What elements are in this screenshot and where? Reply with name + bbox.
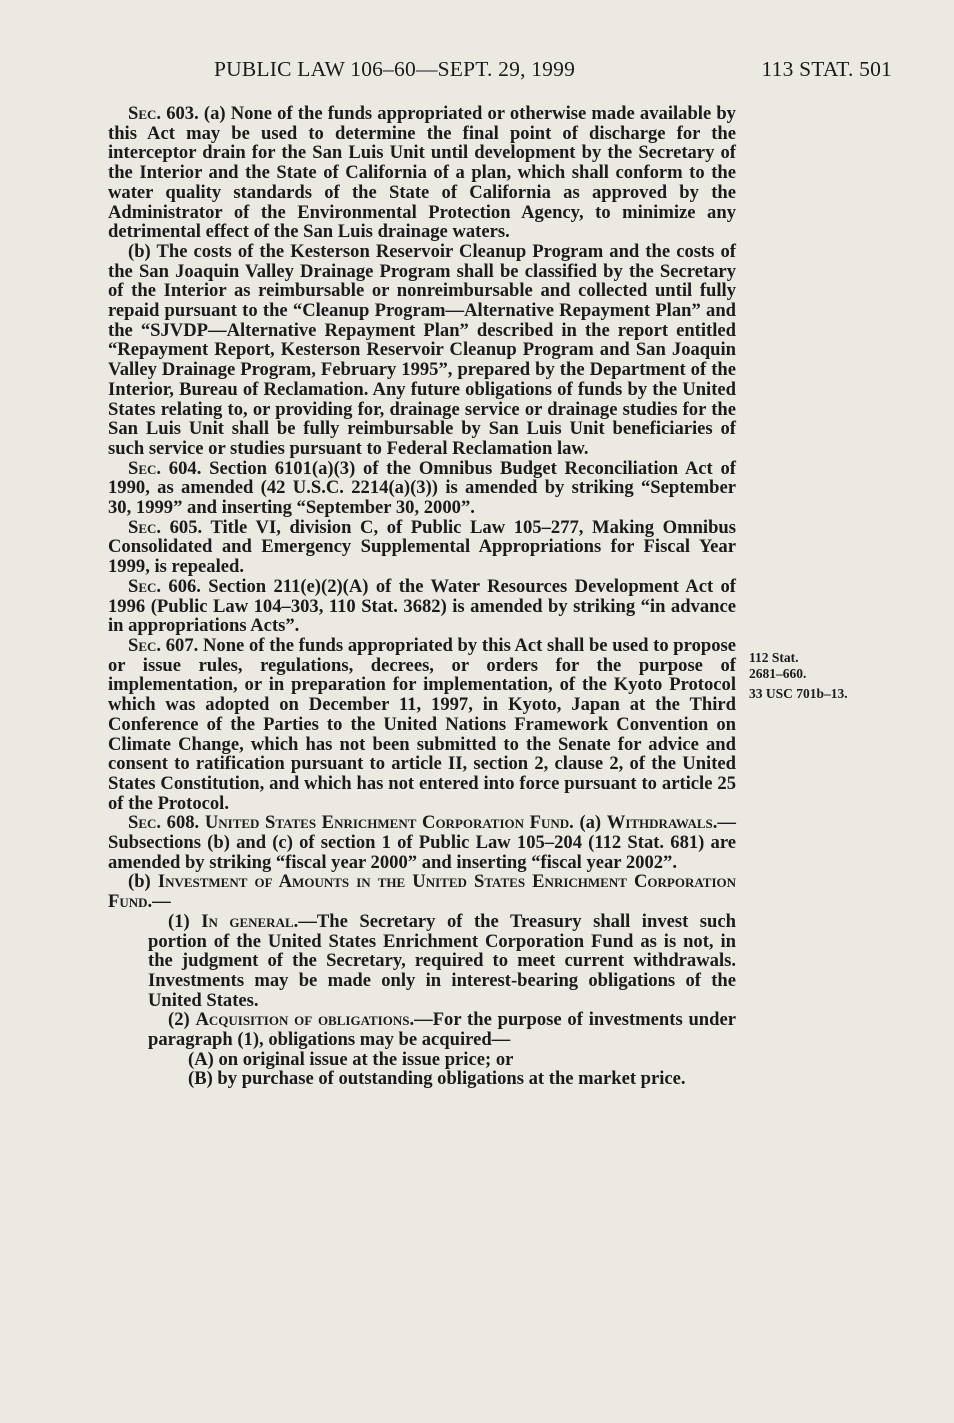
section-text: Title VI, division C, of Public Law 105–277, Making Omnibus Consolidated and Emergency Supplemental Appropriations for Fiscal Year 1999, is repealed. bbox=[108, 516, 736, 578]
section-label: Sec. 605. bbox=[128, 516, 203, 538]
section-label: Sec. 606. bbox=[128, 575, 201, 597]
margin-note-usc: 33 USC 701b–13. bbox=[749, 686, 848, 701]
section-605 bbox=[108, 518, 736, 577]
subsection-b bbox=[108, 872, 736, 911]
paragraph-2 bbox=[108, 1010, 736, 1049]
section-603-b: (b) The costs of the Kesterson Reservoir Cleanup Program and the costs of the San Joaquin Valley Drainage Program shall be classified by the Secretary of the Interior as reimbursable or nonreimbursable and collected until fully repaid pursuant to the “Cleanup Program—Alternative Repayment Plan” and the “SJVDP—Alternative Repayment Plan” described in the report entitled “Repayment Report, Kesterson Reservoir Cleanup Program and San Joaquin Valley Drainage Program, February 1995”, prepared by the Department of the Interior, Bureau of Reclamation. Any future obligations of funds by the United States relating to, or providing for, drainage service or drainage studies for the San Luis Unit shall be fully reimbursable by San Luis Unit beneficiaries of such service or studies pursuant to Federal Reclamation law. bbox=[108, 240, 736, 459]
paragraph-2-heading: Acquisition of obligations. bbox=[195, 1009, 415, 1031]
subparagraph-b: (B) by purchase of outstanding obligations at the market price. bbox=[188, 1068, 686, 1090]
subsection-b-dash: — bbox=[152, 891, 171, 913]
subsection-a-heading: Withdrawals. bbox=[606, 812, 718, 834]
subsection-b-label: (b) bbox=[128, 871, 158, 893]
margin-note-stat bbox=[749, 650, 806, 682]
paragraph-2-label: (2) bbox=[168, 1009, 196, 1031]
subparagraph-a: (A) on original issue at the issue price; or bbox=[188, 1048, 514, 1070]
subsection-a-text: —Subsections (b) and (c) of section 1 of Public Law 105–204 (112 Stat. 681) are amended by striking “fiscal year 2000” and inserting “fiscal year 2002”. bbox=[108, 812, 736, 873]
document-body bbox=[108, 104, 736, 1089]
section-label: Sec. 604. bbox=[128, 457, 202, 479]
section-heading: United States Enrichment Corporation Fund. bbox=[204, 812, 574, 834]
paragraph-1-label: (1) bbox=[168, 910, 202, 932]
section-label: Sec. 607. bbox=[128, 634, 199, 656]
subsection-b-heading: Investment of Amounts in the United States Enrichment Corporation Fund. bbox=[108, 871, 737, 913]
header-page-number: 113 STAT. 501 bbox=[761, 57, 892, 81]
section-604 bbox=[108, 459, 736, 518]
section-603-a bbox=[108, 104, 736, 242]
section-text: (a) None of the funds appropriated or otherwise made available by this Act may be used to determine the final point of discharge for the interceptor drain for the San Luis Unit until development by the Secretary of the Interior and the State of California of a plan, which shall conform to the water quality standards of the State of California as approved by the Administrator of the Environmental Protection Agency, to minimize any detrimental effect of the San Luis drainage waters. bbox=[108, 103, 736, 243]
subsection-a-label: (a) bbox=[579, 812, 607, 834]
paragraph-1-text: —The Secretary of the Treasury shall invest such portion of the United States Enrichment Corporation Fund as is not, in the judgment of the Secretary, required to meet current withdrawals. Investments may be made only in interest-bearing obligations of the United States. bbox=[148, 910, 736, 1011]
paragraph-1 bbox=[108, 912, 736, 1011]
margin-note-line: 2681–660. bbox=[749, 666, 807, 681]
section-text: Section 6101(a)(3) of the Omnibus Budget Reconciliation Act of 1990, as amended (42 U.S.C. 2214(a)(3)) is amended by striking “September 30, 1999” and inserting “September 30, 2000”. bbox=[108, 457, 736, 519]
margin-note-line: 112 Stat. bbox=[749, 650, 799, 665]
section-label: Sec. 608. bbox=[128, 812, 200, 834]
section-label: Sec. 603. bbox=[128, 103, 199, 124]
section-text: None of the funds appropriated by this Act shall be used to propose or issue rules, regulations, decrees, or orders for the purpose of implementation, or in preparation for implementation, of the Kyoto Protocol which was adopted on December 11, 1997, in Kyoto, Japan at the Third Conference of the Parties to the United Nations Framework Convention on Climate Change, which has not been submitted to the Senate for advice and consent to ratification pursuant to article II, section 2, clause 2, of the United States Constitution, and which has not entered into force pursuant to article 25 of the Protocol. bbox=[108, 634, 736, 814]
paragraph-2-text: —For the purpose of investments under paragraph (1), obligations may be acquired— bbox=[148, 1009, 736, 1051]
section-606 bbox=[108, 577, 736, 636]
section-text: Section 211(e)(2)(A) of the Water Resources Development Act of 1996 (Public Law 104–303, 110 Stat. 3682) is amended by striking “in advance in appropriations Acts”. bbox=[108, 575, 736, 637]
section-608 bbox=[108, 813, 736, 872]
section-607 bbox=[108, 636, 736, 813]
running-header bbox=[214, 57, 892, 89]
header-title: PUBLIC LAW 106–60—SEPT. 29, 1999 bbox=[214, 57, 576, 81]
paragraph-1-heading: In general. bbox=[201, 910, 299, 932]
